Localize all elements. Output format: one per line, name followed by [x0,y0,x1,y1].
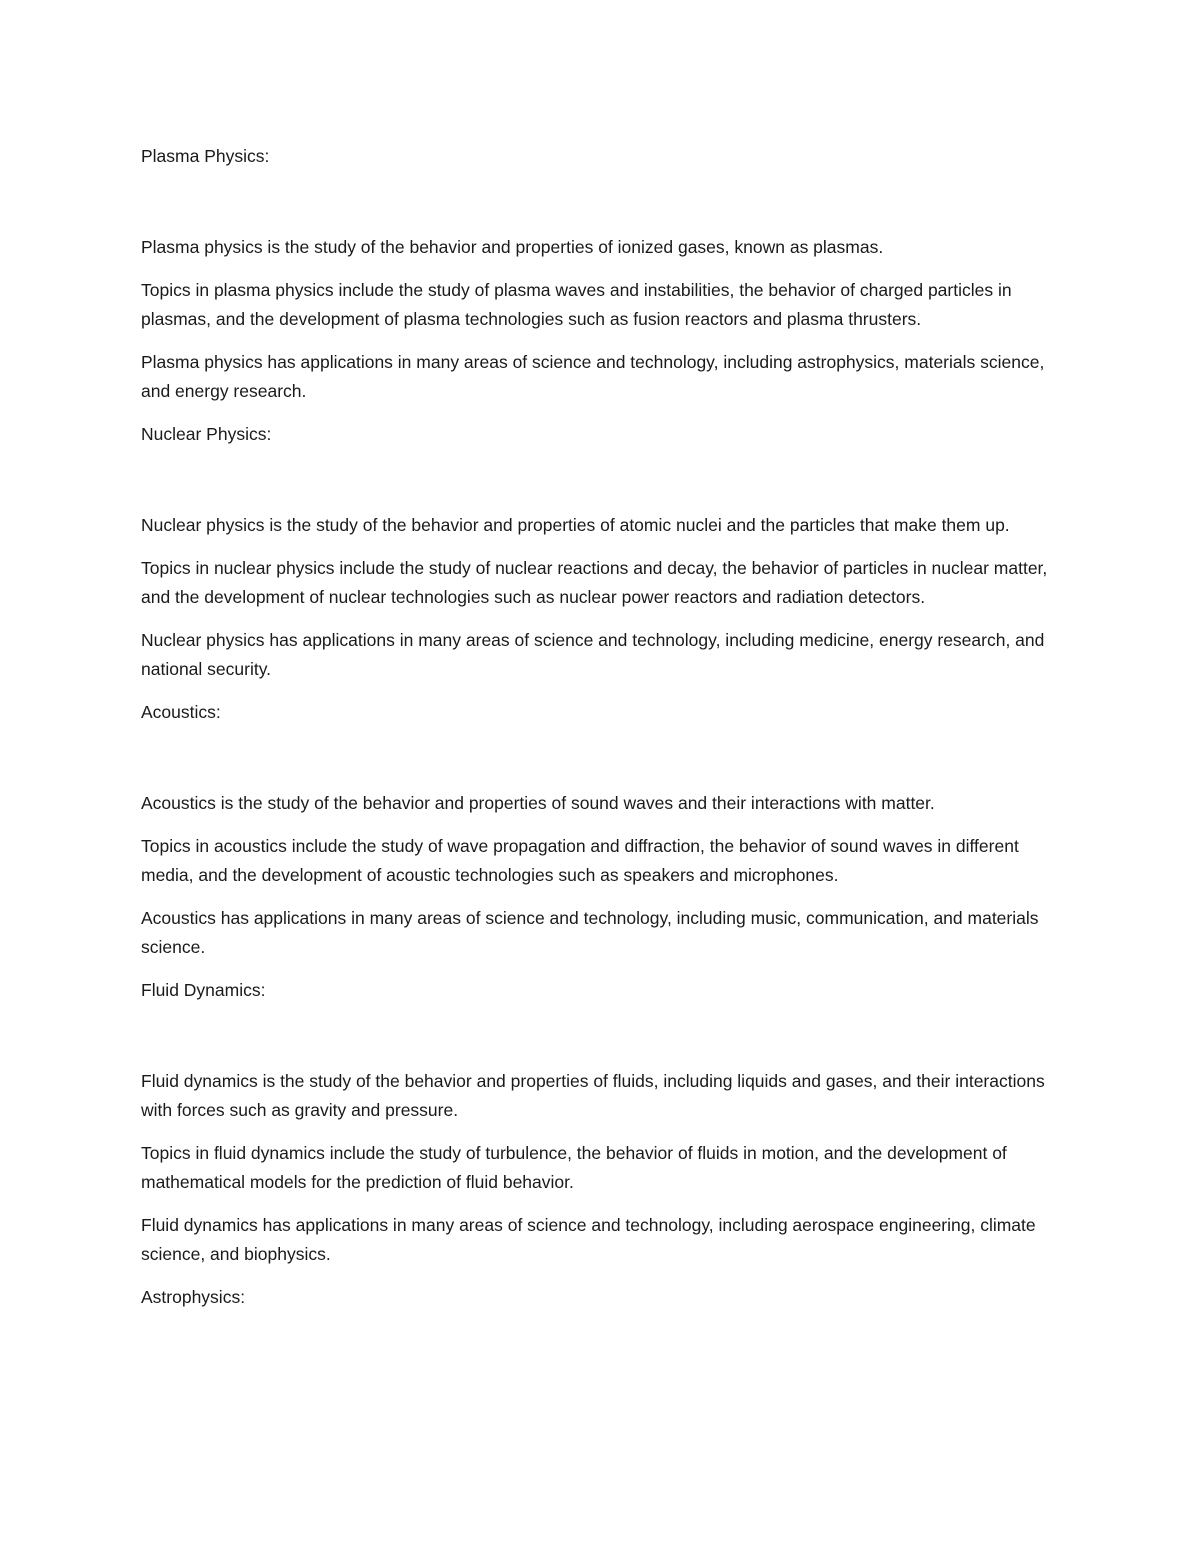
section-heading: Plasma Physics: [141,146,270,166]
paragraph: Acoustics is the study of the behavior and properties of sound waves and their interactions with matter. [141,793,935,813]
section-heading: Acoustics: [141,702,221,722]
section-heading: Astrophysics: [141,1287,246,1307]
section-astrophysics [141,1283,1061,1312]
section-heading: Nuclear Physics: [141,424,272,444]
section-acoustics [141,698,1061,962]
paragraph: Topics in plasma physics include the study of plasma waves and instabilities, the behavior of charged particles in plasmas, and the development of plasma technologies such as fusion reactors and plasma thrusters. [141,280,1012,329]
section-fluid-dynamics [141,976,1061,1269]
section-nuclear-physics [141,420,1061,684]
paragraph: Nuclear physics is the study of the behavior and properties of atomic nuclei and the particles that make them up. [141,515,1010,535]
paragraph: Topics in fluid dynamics include the study of turbulence, the behavior of fluids in motion, and the development of mathematical models for the prediction of fluid behavior. [141,1143,1007,1192]
paragraph: Topics in nuclear physics include the study of nuclear reactions and decay, the behavior of particles in nuclear matter, and the development of nuclear technologies such as nuclear power reactors and radiation detectors. [141,558,1048,607]
paragraph: Fluid dynamics is the study of the behavior and properties of fluids, including liquids and gases, and their interactions with forces such as gravity and pressure. [141,1071,1045,1120]
section-heading: Fluid Dynamics: [141,980,266,1000]
document-body [141,142,1061,1312]
section-plasma-physics [141,142,1061,406]
paragraph: Fluid dynamics has applications in many areas of science and technology, including aerospace engineering, climate science, and biophysics. [141,1215,1036,1264]
paragraph: Plasma physics is the study of the behavior and properties of ionized gases, known as plasmas. [141,237,884,257]
paragraph: Plasma physics has applications in many areas of science and technology, including astrophysics, materials science, and energy research. [141,352,1045,401]
paragraph: Nuclear physics has applications in many areas of science and technology, including medicine, energy research, and national security. [141,630,1045,679]
paragraph: Topics in acoustics include the study of wave propagation and diffraction, the behavior of sound waves in different media, and the development of acoustic technologies such as speakers and microphones. [141,836,1019,885]
paragraph: Acoustics has applications in many areas of science and technology, including music, communication, and materials science. [141,908,1039,957]
